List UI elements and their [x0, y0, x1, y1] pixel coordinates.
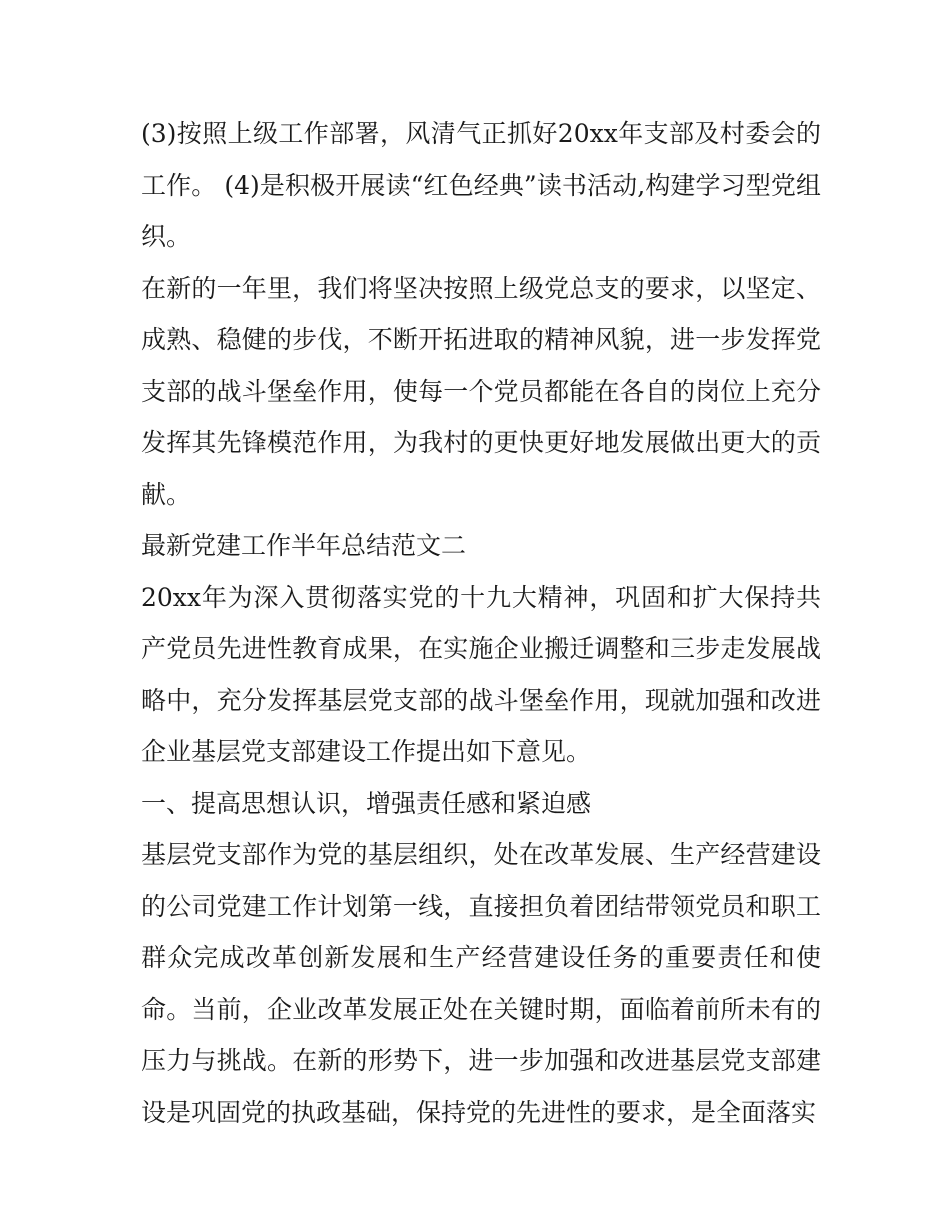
- heading-raise-awareness: 一、提高思想认识，增强责任感和紧迫感: [141, 788, 592, 818]
- section-title-sample-two: 最新党建工作半年总结范文二: [141, 531, 467, 560]
- document-body: [141, 108, 821, 1138]
- paragraph-branch-role: 基层党支部作为党的基层组织，处在改革发展、生产经营建设的公司党建工作计划第一线，直接担负着团结带领党员和职工群众完成改革创新发展和生产经营建设任务的重要责任和使命。当前，企业改革发展正处在关键时期，面临着前所未有的压力与挑战。在新的形势下，进一步加强和改进基层党支部建设是巩固党的执政基础，保持党的先进性的要求，是全面落实: [141, 840, 821, 1127]
- paragraph-new-year-goals: 在新的一年里，我们将坚决按照上级党总支的要求，以坚定、成熟、稳健的步伐，不断开拓进取的精神风貌，进一步发挥党支部的战斗堡垒作用，使每一个党员都能在各自的岗位上充分发挥其先锋模范作用，为我村的更快更好地发展做出更大的贡献。: [141, 273, 821, 509]
- paragraph-work-items: (3)按照上级工作部署，风清气正抓好20xx年支部及村委会的工作。 (4)是积极开展读“红色经典”读书活动,构建学习型党组织。: [141, 119, 821, 251]
- paragraph-intro: 20xx年为深入贯彻落实党的十九大精神，巩固和扩大保持共产党员先进性教育成果，在实施企业搬迁调整和三步走发展战略中，充分发挥基层党支部的战斗堡垒作用，现就加强和改进企业基层党支部建设工作提出如下意见。: [141, 582, 821, 766]
